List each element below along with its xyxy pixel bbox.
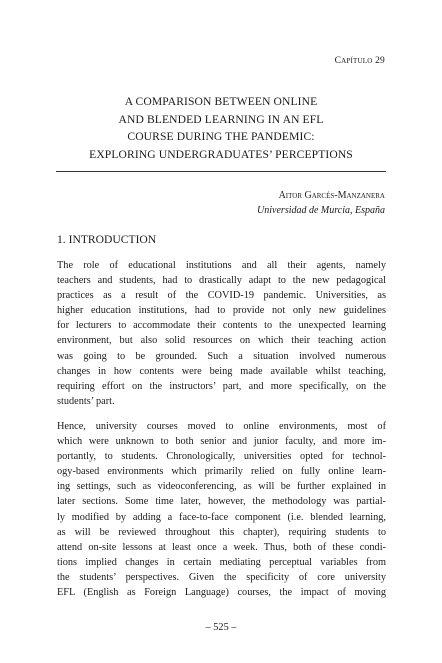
body-text: [57, 258, 386, 610]
text-line: was going to be grounded. Such a situation involved numerous: [57, 350, 386, 362]
text-line: the students’ perspectives. Given the specificity of core university: [57, 571, 386, 583]
text-line: practices as a result of the COVID-19 pandemic. Universities, as: [57, 290, 386, 302]
chapter-label: Capítulo 29: [334, 56, 385, 66]
author-block: [257, 188, 385, 218]
paragraph: [57, 258, 386, 409]
text-line: for lecturers to accommodate their contents to the unexpected learning: [57, 320, 386, 332]
text-line: changes in how contents were being made available whilst teaching,: [57, 365, 386, 377]
section-heading: 1. INTRODUCTION: [57, 233, 157, 246]
chapter-title-line: COURSE DURING THE PANDEMIC:: [127, 130, 315, 144]
text-line: tions implied changes in certain mediating perceptual variables from: [57, 556, 386, 568]
chapter-title: [40, 93, 402, 163]
text-line: later sections. Some time later, however, the methodology was partial-: [57, 496, 386, 508]
author-name: Aitor Garcés-Manzanera: [278, 190, 385, 201]
chapter-title-line: EXPLORING UNDERGRADUATES’ PERCEPTIONS: [89, 147, 353, 161]
text-line: students’ part.: [57, 395, 115, 407]
text-line: environment, but also solid resources on which their teaching action: [57, 335, 386, 347]
text-line: Hence, university courses moved to online environments, most of: [57, 420, 386, 432]
text-line: ly modified by adding a face-to-face component (i.e. blended learning,: [57, 511, 386, 523]
text-line: ing settings, such as videoconferencing, as will be further explained in: [57, 481, 386, 493]
text-line: which were unknown to both senior and junior faculty, and more im-: [57, 436, 386, 448]
chapter-title-line: AND BLENDED LEARNING IN AN EFL: [118, 112, 324, 126]
text-line: attend on-site lessons at least once a week. Thus, both of these condi-: [57, 541, 386, 553]
text-line: ogy-based environments which primarily relied on fully online learn-: [57, 466, 386, 478]
paragraph: [57, 419, 386, 600]
chapter-title-line: A COMPARISON BETWEEN ONLINE: [124, 95, 318, 108]
title-divider: [56, 171, 386, 172]
text-line: EFL (English as Foreign Language) courses, the impact of moving: [57, 586, 386, 598]
text-line: higher education institutions, had to provide not only new guidelines: [57, 305, 386, 317]
text-line: portantly, to students. Chronologically, universities opted for technol-: [57, 451, 386, 463]
page-number: – 525 –: [205, 622, 237, 633]
text-line: requiring effort on the instructors’ part, and more specifically, on the: [57, 380, 386, 392]
author-affiliation: Universidad de Murcia, España: [257, 205, 385, 216]
text-line: The role of educational institutions and all their agents, namely: [57, 260, 386, 271]
text-line: teachers and students, had to drastically adapt to the new pedagogical: [57, 275, 386, 287]
text-line: as will be reviewed throughout this chapter), requiring students to: [57, 526, 386, 538]
